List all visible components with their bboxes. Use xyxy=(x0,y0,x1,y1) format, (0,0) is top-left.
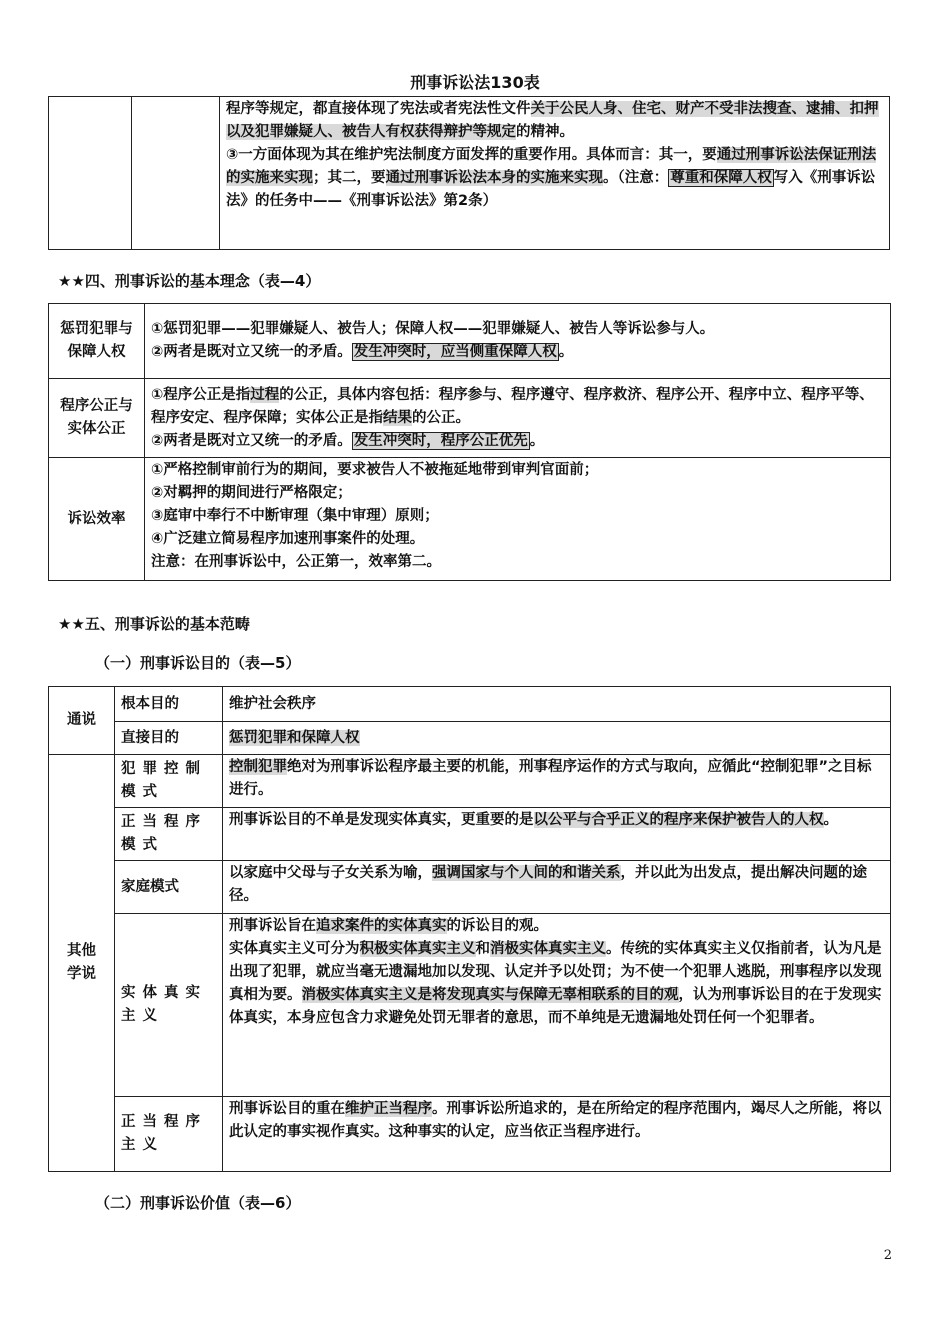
row-label: 家庭模式 xyxy=(115,861,223,914)
section5-heading: ★★五、刑事诉讼的基本范畴 xyxy=(58,615,250,633)
section4-heading: ★★四、刑事诉讼的基本理念（表—4） xyxy=(58,272,321,290)
row-content: 以家庭中父母与子女关系为喻，强调国家与个人间的和谐关系，并以此为出发点，提出解决问题的途径。 xyxy=(223,861,891,914)
row-label: 犯罪控制模式 xyxy=(115,755,223,808)
row-label: 直接目的 xyxy=(115,722,223,755)
row-content: ①程序公正是指过程的公正，具体内容包括：程序参与、程序遵守、程序救济、程序公开、程序中立、程序平等、程序安定、程序保障；实体公正是指结果的公正。 ②两者是既对立又统一的矛盾。 发生冲突时，程序公正优先 。 xyxy=(145,379,891,458)
group-label: 其他学说 xyxy=(49,755,115,1172)
table-row xyxy=(49,687,891,722)
table-row xyxy=(49,722,891,755)
row-label: 程序公正与实体公正 xyxy=(49,379,145,458)
table-row xyxy=(49,1097,891,1172)
continuation-table xyxy=(48,96,890,250)
row-label: 惩罚犯罪与保障人权 xyxy=(49,304,145,379)
page-number: 2 xyxy=(883,1248,892,1263)
table-4 xyxy=(48,303,891,581)
row-label: 根本目的 xyxy=(115,687,223,722)
row-content: ①严格控制审前行为的期间，要求被告人不被拖延地带到审判官面前； ②对羁押的期间进行严格限定； ③庭审中奉行不中断审理（集中审理）原则； ④广泛建立简易程序加速刑事案件的处理。 注意：在刑事诉讼中，公正第一，效率第二。 xyxy=(145,458,891,581)
row-content: 惩罚犯罪和保障人权 xyxy=(223,722,891,755)
table-row xyxy=(49,914,891,1097)
row-label: 诉讼效率 xyxy=(49,458,145,581)
row-content: 刑事诉讼目的重在维护正当程序。刑事诉讼所追求的，是在所给定的程序范围内，竭尽人之所能，将以此认定的事实视作真实。这种事实的认定，应当依正当程序进行。 xyxy=(223,1097,891,1172)
row-content: 刑事诉讼旨在追求案件的实体真实的诉讼目的观。 实体真实主义可分为积极实体真实主义和消极实体真实主义。传统的实体真实主义仅指前者，认为凡是出现了犯罪，就应当毫无遗漏地加以发现、认定并予以处罚；为不使一个犯罪人逃脱，刑事程序以发现真相为要。消极实体真实主义是将发现真实与保障无辜相联系的目的观，认为刑事诉讼目的在于发现实体真实，本身应包含力求避免处罚无罪者的意思，而不单纯是无遗漏地处罚任何一个犯罪者。 xyxy=(223,914,891,1097)
row-content: ①惩罚犯罪——犯罪嫌疑人、被告人；保障人权——犯罪嫌疑人、被告人等诉讼参与人。 ②两者是既对立又统一的矛盾。 发生冲突时，应当侧重保障人权 。 xyxy=(145,304,891,379)
empty-cell xyxy=(132,97,220,250)
table-5 xyxy=(48,686,891,1172)
group-label: 通说 xyxy=(49,687,115,755)
table-row xyxy=(49,755,891,808)
continuation-text: 程序等规定，都直接体现了宪法或者宪法性文件关于公民人身、住宅、财产不受非法搜查、逮捕、扣押以及犯罪嫌疑人、被告人有权获得辩护等规定的精神。 ③一方面体现为其在维护宪法制度方面发挥的重要作用。具体而言：其一，要通过刑事诉讼法保证刑法的实施来实现；其二，要通过刑事诉讼法本身的实施来实现。（注意： 尊重和保障人权 写入《刑事诉讼法》的任务中——《刑事诉讼法》第2条） xyxy=(220,97,890,250)
table-row xyxy=(49,808,891,861)
table-row xyxy=(49,861,891,914)
row-content: 刑事诉讼目的不单是发现实体真实，更重要的是以公平与合乎正义的程序来保护被告人的人权。 xyxy=(223,808,891,861)
row-label: 正当程序模式 xyxy=(115,808,223,861)
section5-sub2: （二）刑事诉讼价值（表—6） xyxy=(95,1194,301,1212)
section5-sub1: （一）刑事诉讼目的（表—5） xyxy=(95,654,301,672)
table-row xyxy=(49,304,891,379)
row-content: 维护社会秩序 xyxy=(223,687,891,722)
empty-cell xyxy=(49,97,132,250)
row-content: 控制犯罪绝对为刑事诉讼程序最主要的机能，刑事程序运作的方式与取向，应循此“控制犯罪”之目标进行。 xyxy=(223,755,891,808)
page-title: 刑事诉讼法130表 xyxy=(410,73,540,92)
table-row xyxy=(49,458,891,581)
row-label: 实体真实主义 xyxy=(115,914,223,1097)
table-row xyxy=(49,379,891,458)
row-label: 正当程序主义 xyxy=(115,1097,223,1172)
